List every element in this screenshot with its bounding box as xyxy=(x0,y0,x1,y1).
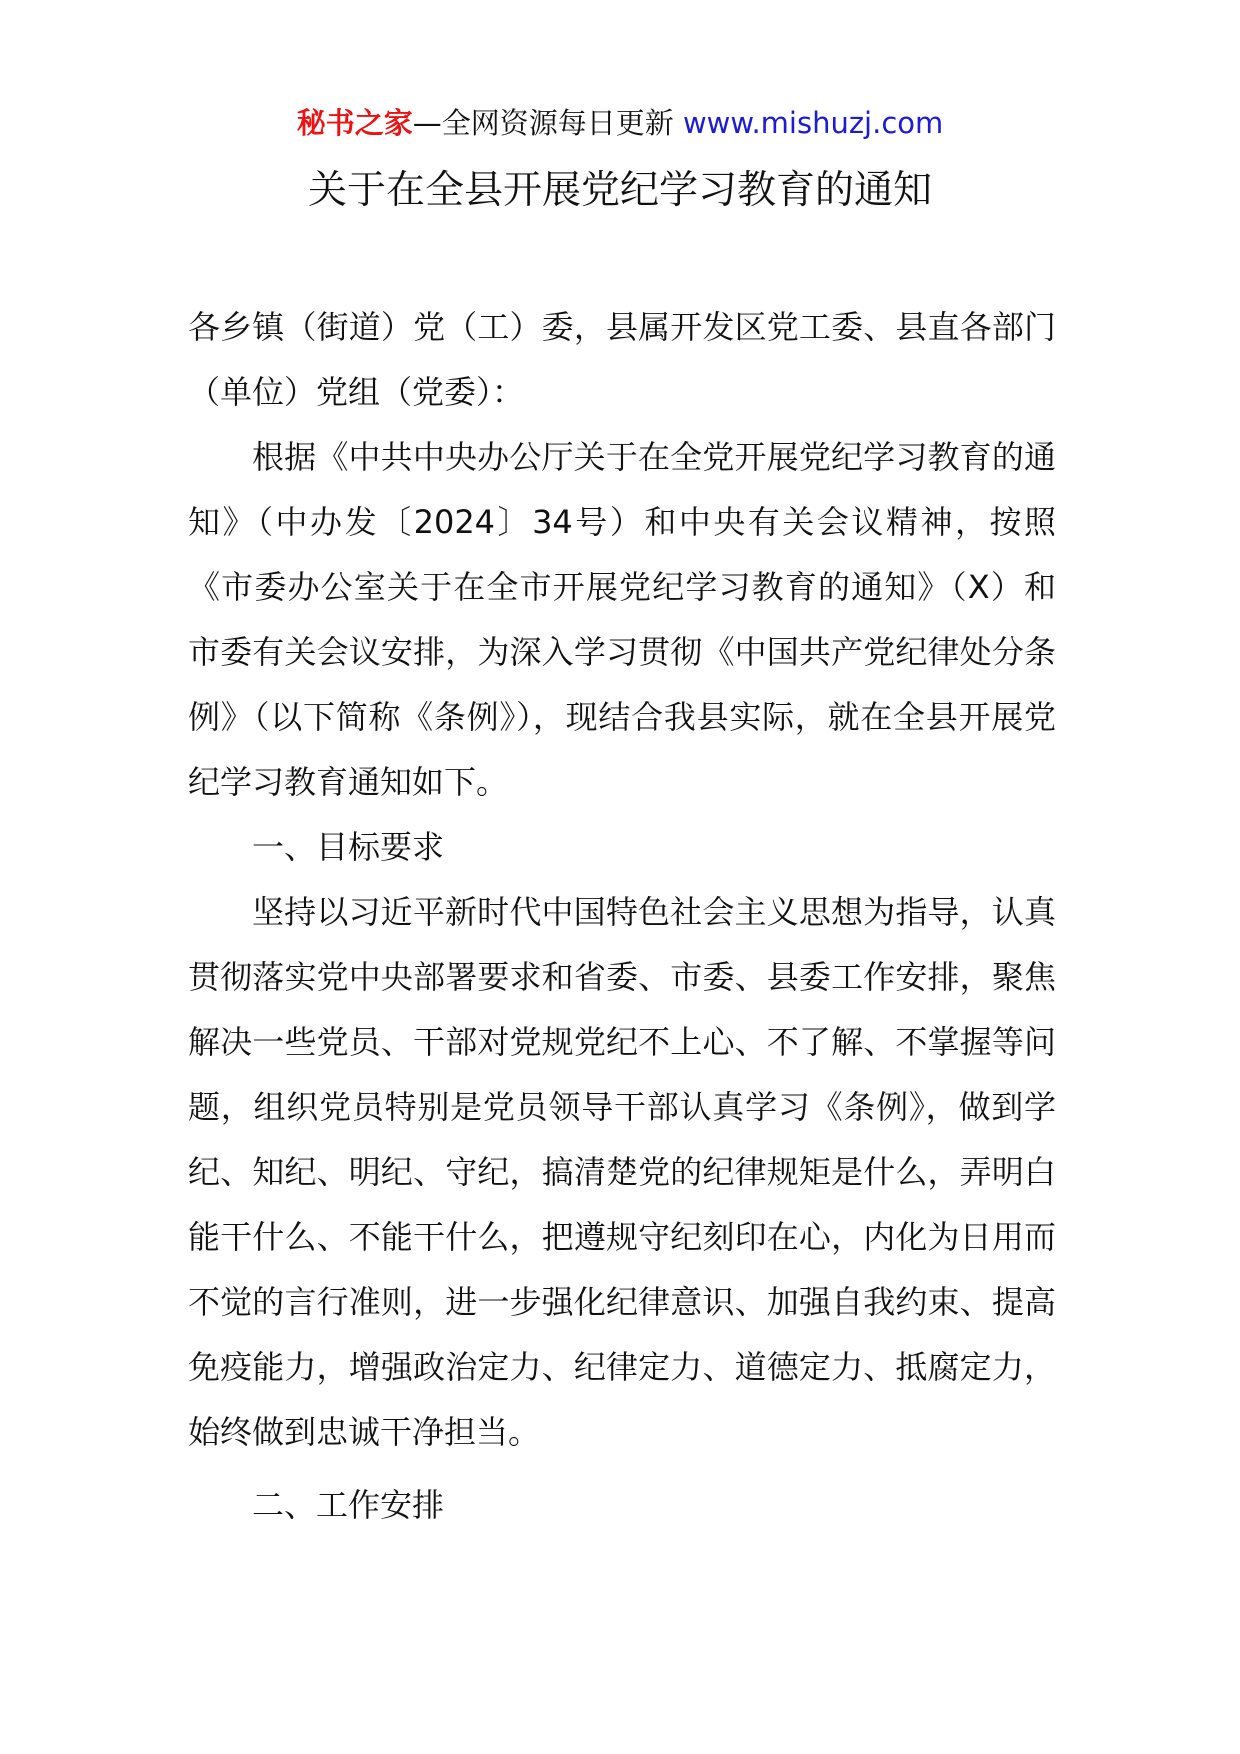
header-tagline: —全网资源每日更新 xyxy=(412,106,683,140)
section-heading-goals: 一、目标要求 xyxy=(252,828,445,866)
goals-paragraph: 坚持以习近平新时代中国特色社会主义思想为指导，认真贯彻落实党中央部署要求和省委、市委、县委工作安排，聚焦解决一些党员、干部对党规党纪不上心、不了解、不掌握等问题，组织党员特别是党员领导干部认真学习《条例》，做到学纪、知纪、明纪、守纪，搞清楚党的纪律规矩是什么，弄明白能干什么、不能干什么，把遵规守纪刻印在心，内化为日用而不觉的言行准则，进一步强化纪律意识、加强自我约束、提高免疫能力，增强政治定力、纪律定力、道德定力、抵腐定力，始终做到忠诚干净担当。 xyxy=(188,893,1056,1451)
brand-name: 秘书之家 xyxy=(296,106,413,140)
section-heading-arrangements: 二、工作安排 xyxy=(252,1486,445,1524)
site-url-link[interactable]: www.mishuzj.com xyxy=(682,106,944,140)
intro-paragraph: 根据《中共中央办公厅关于在全党开展党纪学习教育的通知》（中办发〔2024〕34号）和中央有关会议精神，按照《市委办公室关于在全市开展党纪学习教育的通知》（X）和市委有关会议安排，为深入学习贯彻《中国共产党纪律处分条例》（以下简称《条例》），现结合我县实际，就在全县开展党纪学习教育通知如下。 xyxy=(188,438,1056,801)
addressee-line: 各乡镇（街道）党（工）委，县属开发区党工委、县直各部门（单位）党组（党委）： xyxy=(188,308,1056,411)
site-header xyxy=(0,100,1240,146)
document-body xyxy=(188,295,1056,1538)
document-title: 关于在全县开展党纪学习教育的通知 xyxy=(307,168,932,213)
